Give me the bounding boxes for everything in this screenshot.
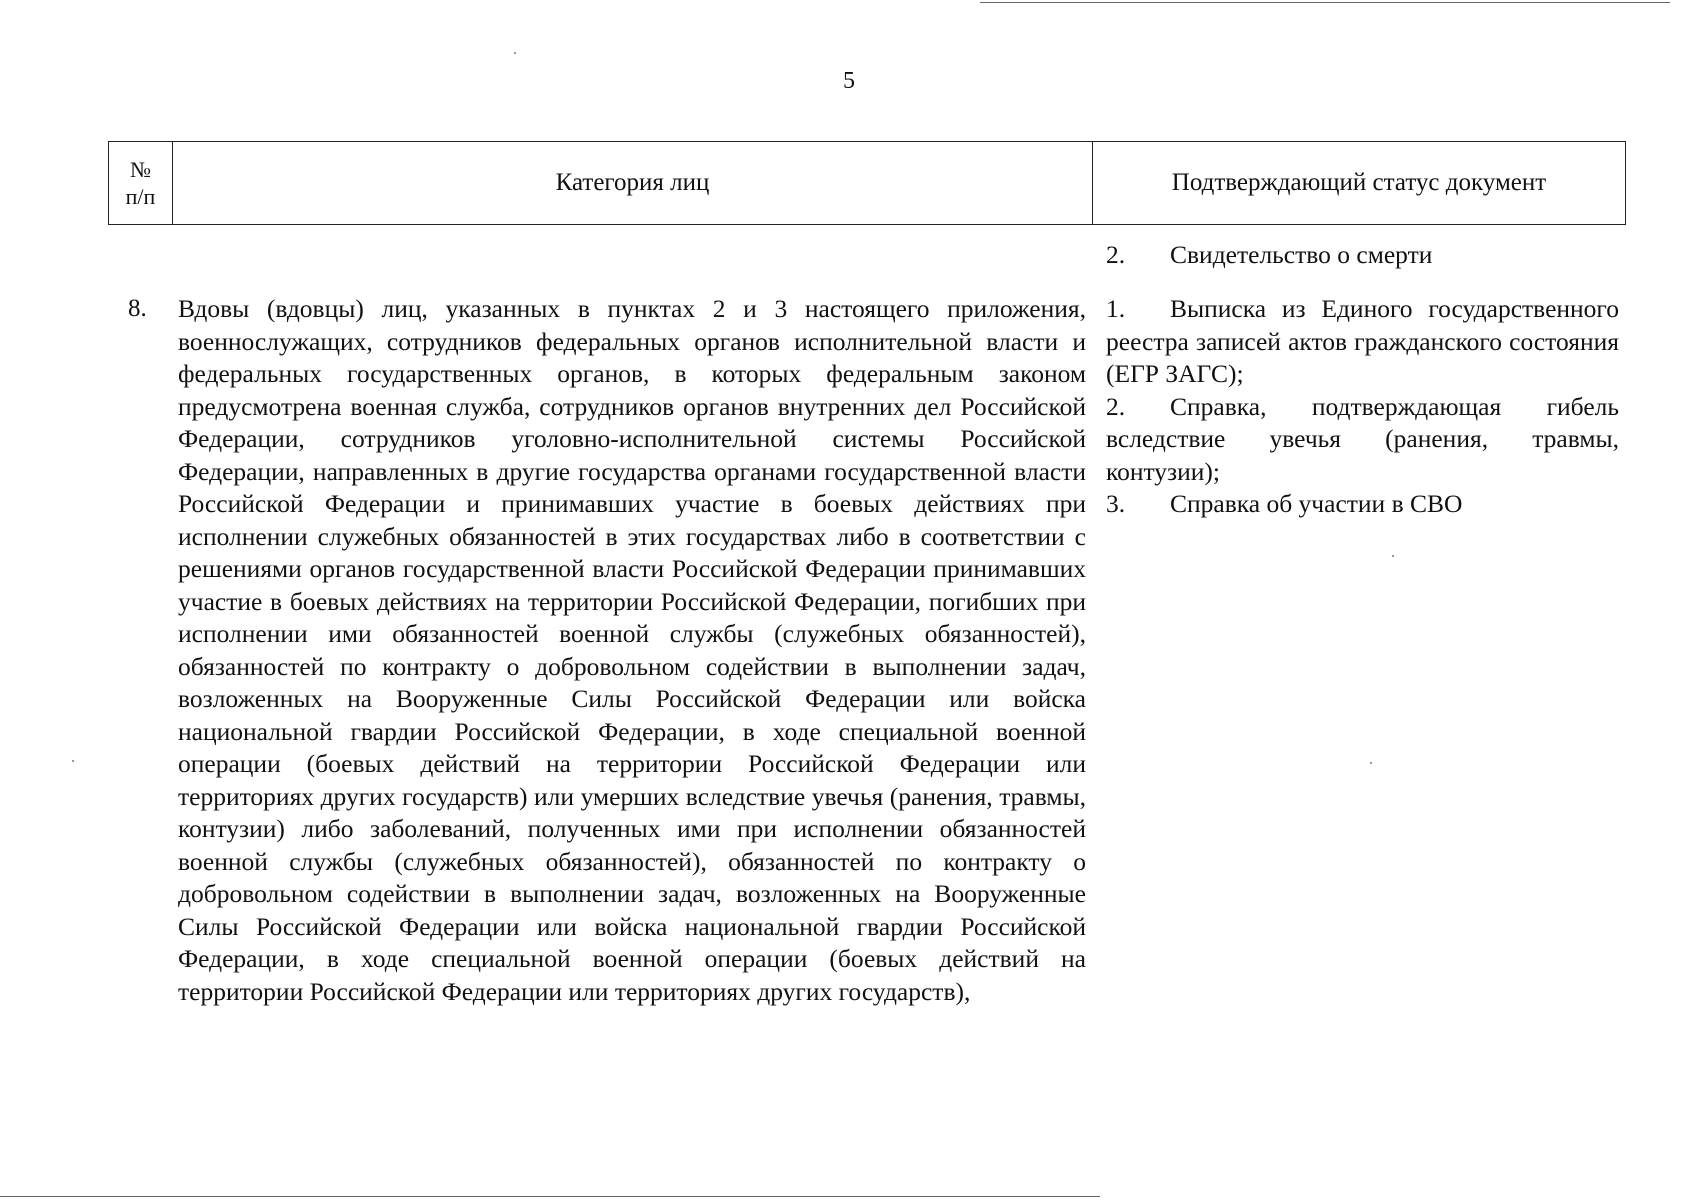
- document-list: [1106, 293, 1619, 521]
- scan-artifact-bottom-line: [0, 1196, 1100, 1197]
- header-category-column: Категория лиц: [173, 142, 1093, 224]
- list-item-text: Свидетельство о смерти: [1170, 240, 1433, 269]
- continued-document-list: [1106, 239, 1619, 272]
- list-item: [1106, 293, 1619, 391]
- scan-artifact-top-line: [980, 2, 1670, 3]
- header-number-symbol: №: [130, 157, 151, 182]
- scan-artifact-dot: [1370, 762, 1372, 764]
- header-number-column: [109, 142, 173, 224]
- list-item-marker: 1.: [1106, 294, 1126, 323]
- scan-artifact-dot: [1392, 555, 1394, 557]
- row-number: 8.: [128, 295, 147, 322]
- table-header: [108, 141, 1626, 225]
- list-item-text: Выписка из Единого государственного реестра записей актов гражданского состояния (ЕГР ЗАГС);: [1106, 294, 1619, 388]
- header-document-column: Подтверждающий статус документ: [1171, 169, 1547, 196]
- category-description: Вдовы (вдовцы) лиц, указанных в пунктах 2 и 3 настоящего приложения, военнослужащих, сотрудников федеральных органов исполнительной власти и федеральных государственных органов, в которых федеральным законом предусмотрена военная служба, сотрудников органов внутренних дел Российской Федерации, сотрудников уголовно-исполнительной системы Российской Федерации, направленных в другие государства органами государственной власти Российской Федерации и принимавших участие в боевых действиях при исполнении служебных обязанностей в этих государствах либо в соответствии с решениями органов государственной власти Российской Федерации принимавших участие в боевых действиях на территории Российской Федерации, погибших при исполнении ими обязанностей военной службы (служебных обязанностей), обязанностей по контракту о добровольном содействии в выполнении задач, возложенных на Вооруженные Силы Российской Федерации или войска национальной гвардии Российской Федерации, в ходе специальной военной операции (боевых действий на территории Российской Федерации или территориях других государств) или умерших вследствие увечья (ранения, травмы, контузии) либо заболеваний, полученных ими при исполнении обязанностей военной службы (служебных обязанностей), обязанностей по контракту о добровольном содействии в выполнении задач, возложенных на Вооруженные Силы Российской Федерации или войска национальной гвардии Российской Федерации, в ходе специальной военной операции (боевых действий на территории Российской Федерации или территориях других государств),: [178, 294, 1086, 1006]
- scan-artifact-dot: [514, 52, 516, 54]
- list-item-marker: 3.: [1106, 489, 1126, 518]
- list-item-text: Справка, подтверждающая гибель вследствие увечья (ранения, травмы, контузии);: [1106, 391, 1619, 486]
- list-item: [1106, 488, 1619, 521]
- scan-artifact-dot: [72, 760, 74, 762]
- list-item-text: Справка об участии в СВО: [1170, 489, 1463, 518]
- page-number: 5: [843, 68, 855, 94]
- header-number-abbrev: п/п: [125, 184, 156, 209]
- list-item: [1106, 239, 1619, 272]
- list-item-marker: 2.: [1106, 240, 1126, 269]
- list-item-marker: 2.: [1106, 391, 1126, 421]
- list-item: [1106, 391, 1619, 489]
